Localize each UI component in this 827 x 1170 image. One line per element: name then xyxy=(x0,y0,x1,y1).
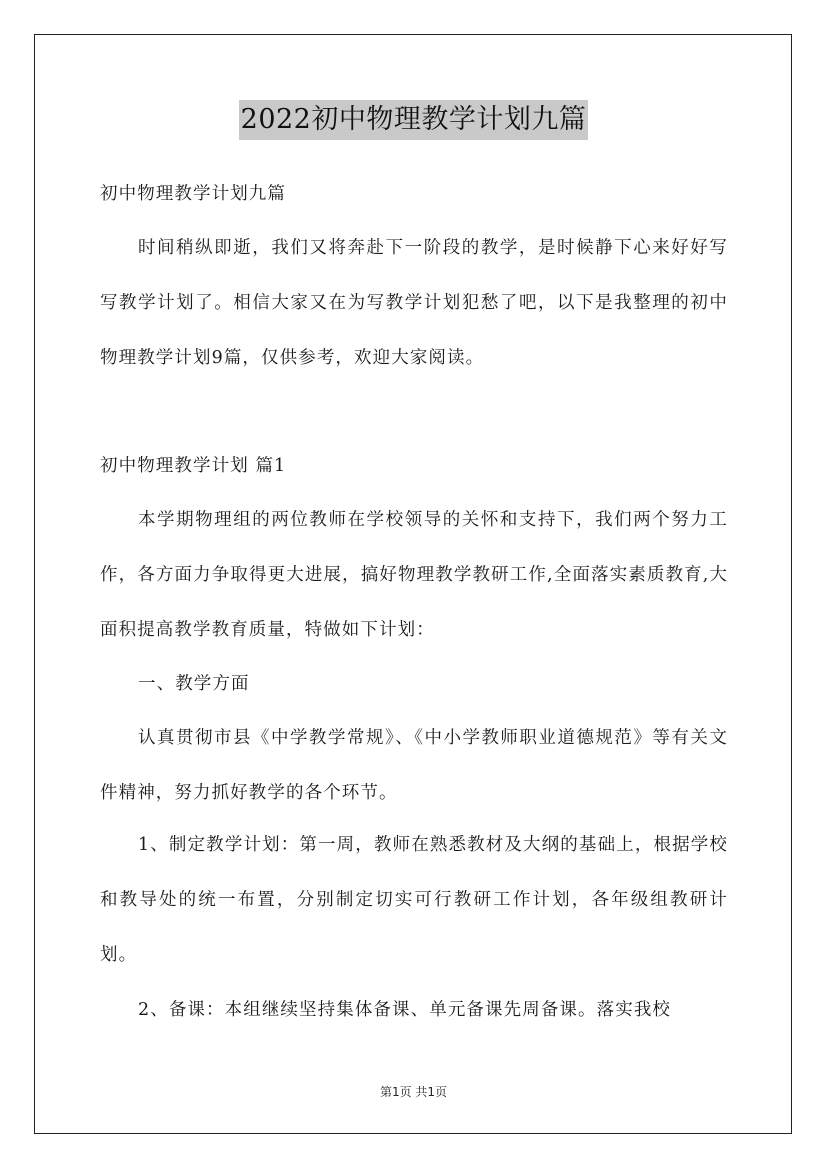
paragraph-plan-intro: 本学期物理组的两位教师在学校领导的关怀和支持下，我们两个努力工作，各方面力争取得更大进展，搞好物理教学教研工作,全面落实素质教育,大面积提高教学教育质量，特做如下计划： xyxy=(100,510,728,640)
paragraph-teaching-heading: 一、教学方面 xyxy=(138,674,250,694)
document-title: 2022初中物理教学计划九篇 xyxy=(239,100,589,140)
paragraph-item-1: 1、制定教学计划：第一周，教师在熟悉教材及大纲的基础上，根据学校和教导处的统一布置，分别制定切实可行教研工作计划，各年级组教研计划。 xyxy=(100,835,728,965)
document-subtitle: 初中物理教学计划九篇 xyxy=(100,184,286,204)
page-footer: 第1页 共1页 xyxy=(379,1085,448,1099)
paragraph-item-2: 2、备课：本组继续坚持集体备课、单元备课先周备课。落实我校 xyxy=(138,1000,672,1020)
paragraph-regulations: 认真贯彻市县《中学教学常规》、《中小学教师职业道德规范》等有关文件精神，努力抓好教学的各个环节。 xyxy=(100,728,728,803)
title-container xyxy=(0,100,827,140)
intro-paragraph: 时间稍纵即逝，我们又将奔赴下一阶段的教学，是时候静下心来好好写写教学计划了。相信大家又在为写教学计划犯愁了吧，以下是我整理的初中物理教学计划9篇，仅供参考，欢迎大家阅读。 xyxy=(100,238,728,368)
section-heading: 初中物理教学计划 篇1 xyxy=(100,456,287,476)
